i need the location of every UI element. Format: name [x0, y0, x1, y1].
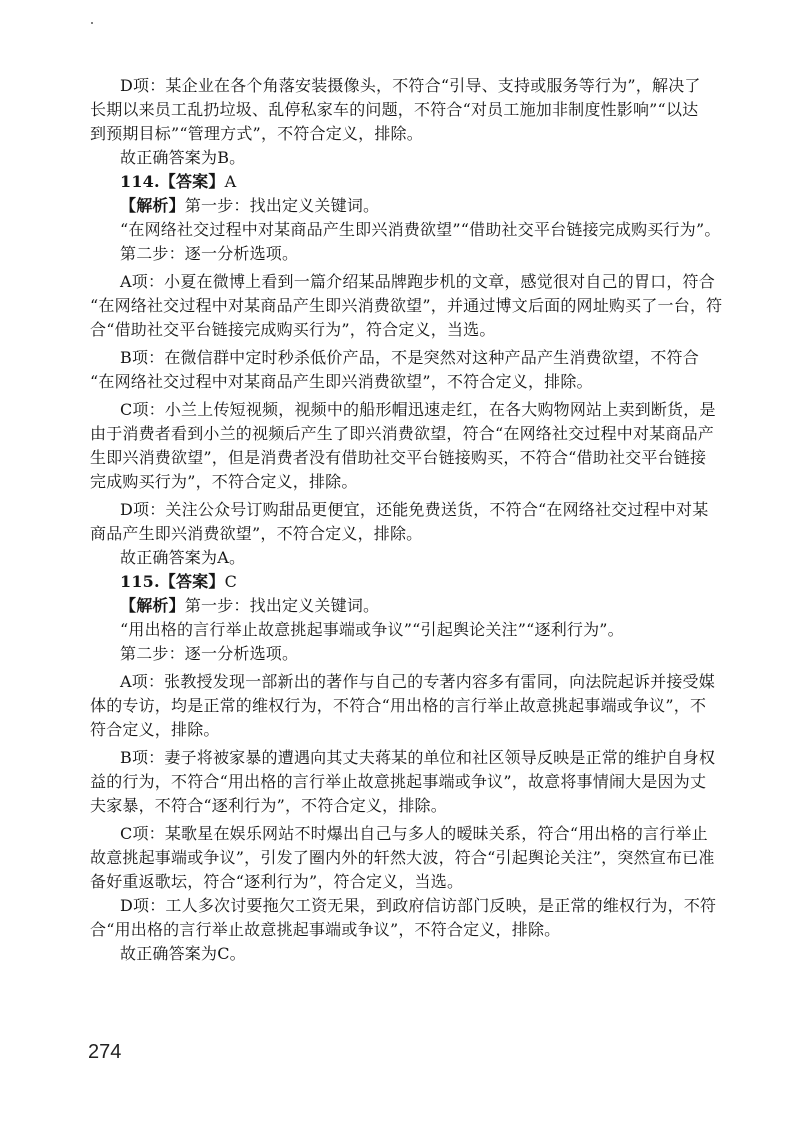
- line-text: 第二步：逐一分析选项。: [120, 644, 299, 663]
- text-line: [90, 74, 720, 98]
- line-text: 故正确答案为B。: [120, 148, 246, 167]
- line-text: B项：在微信群中定时秒杀低价产品，不是突然对这种产品产生消费欲望，不符合: [120, 348, 699, 367]
- text-line: [90, 98, 720, 122]
- text-line: [90, 146, 720, 170]
- text-line: [90, 370, 720, 394]
- text-line: [90, 470, 720, 494]
- line-text: B项：妻子将被家暴的遭遇向其丈夫蒋某的单位和社区领导反映是正常的维护自身权: [120, 748, 716, 767]
- text-line: [90, 694, 720, 718]
- answer-label: 【解析】: [120, 196, 185, 215]
- line-text: “用出格的言行举止故意挑起事端或争议”“引起舆论关注”“逐利行为”。: [120, 620, 624, 639]
- answer-label: 114.【答案】: [120, 172, 225, 191]
- text-line: [90, 270, 720, 294]
- text-line: [90, 822, 720, 846]
- text-line: [90, 618, 720, 642]
- text-line: [90, 942, 720, 966]
- answer-label: 【解析】: [120, 596, 185, 615]
- page-number: 274: [88, 1041, 122, 1063]
- text-line: [90, 218, 720, 242]
- line-text: 故正确答案为A。: [120, 548, 246, 567]
- line-text: D项：某企业在各个角落安装摄像头，不符合“引导、支持或服务等行为”，解决了: [120, 76, 701, 95]
- line-text: 长期以来员工乱扔垃圾、乱停私家车的问题，不符合“对员工施加非制度性影响”“以达: [90, 100, 699, 119]
- scan-speck: [91, 22, 93, 24]
- line-text: C项：某歌星在娱乐网站不时爆出自己与多人的暧昧关系，符合“用出格的言行举止: [120, 824, 708, 843]
- text-line: [90, 422, 720, 446]
- text-line: [90, 770, 720, 794]
- text-line: [90, 346, 720, 370]
- line-text: “在网络社交过程中对某商品产生即兴消费欲望”，并通过博文后面的网址购买了一台，符: [90, 296, 723, 315]
- text-line: [90, 870, 720, 894]
- text-line: [90, 498, 720, 522]
- text-line: [90, 918, 720, 942]
- line-text: 体的专访，均是正常的维权行为，不符合“用出格的言行举止故意挑起事端或争议”，不: [90, 696, 707, 715]
- text-line: [90, 318, 720, 342]
- line-text: 第一步：找出定义关键词。: [184, 596, 380, 615]
- text-line: [90, 170, 720, 194]
- line-text: A项：小夏在微博上看到一篇介绍某品牌跑步机的文章，感觉很对自己的胃口，符合: [120, 272, 715, 291]
- line-text: 符合定义，排除。: [90, 720, 220, 739]
- text-line: [90, 846, 720, 870]
- line-text: “在网络社交过程中对某商品产生即兴消费欲望”“借助社交平台链接完成购买行为”。: [120, 220, 721, 239]
- line-text: 第二步：逐一分析选项。: [120, 244, 299, 263]
- text-line: [90, 194, 720, 218]
- text-line: [90, 398, 720, 422]
- text-line: [90, 570, 720, 594]
- line-text: 第一步：找出定义关键词。: [184, 196, 380, 215]
- text-line: [90, 546, 720, 570]
- text-line: [90, 670, 720, 694]
- text-line: [90, 242, 720, 266]
- line-text: “在网络社交过程中对某商品产生即兴消费欲望”，不符合定义，排除。: [90, 372, 593, 391]
- line-text: 备好重返歌坛，符合“逐利行为”，符合定义，当选。: [90, 872, 464, 891]
- text-line: [90, 794, 720, 818]
- line-text: D项：关注公众号订购甜品更便宜，还能免费送货，不符合“在网络社交过程中对某: [120, 500, 709, 519]
- line-text: 合“借助社交平台链接完成购买行为”，符合定义，当选。: [90, 320, 496, 339]
- text-line: [90, 894, 720, 918]
- text-line: [90, 746, 720, 770]
- text-line: [90, 718, 720, 742]
- line-text: A项：张教授发现一部新出的著作与自己的专著内容多有雷同，向法院起诉并接受媒: [120, 672, 715, 691]
- text-line: [90, 446, 720, 470]
- line-text: C: [224, 572, 238, 591]
- line-text: D项：工人多次讨要拖欠工资无果，到政府信访部门反映，是正常的维权行为，不符: [120, 896, 717, 915]
- line-text: 生即兴消费欲望”，但是消费者没有借助社交平台链接购买，不符合“借助社交平台链接: [90, 448, 707, 467]
- line-text: A: [224, 172, 237, 191]
- answer-label: 115.【答案】: [120, 572, 225, 591]
- text-line: [90, 594, 720, 618]
- line-text: 商品产生即兴消费欲望”，不符合定义，排除。: [90, 524, 423, 543]
- text-line: [90, 294, 723, 318]
- line-text: C项：小兰上传短视频，视频中的船形帽迅速走红，在各大购物网站上卖到断货，是: [120, 400, 716, 419]
- page-body: [90, 74, 723, 966]
- line-text: 故意挑起事端或争议”，引发了圈内外的轩然大波，符合“引起舆论关注”，突然宣布已准: [90, 848, 715, 867]
- line-text: 益的行为，不符合“用出格的言行举止故意挑起事端或争议”，故意将事情闹大是因为丈: [90, 772, 707, 791]
- line-text: 合“用出格的言行举止故意挑起事端或争议”，不符合定义，排除。: [90, 920, 561, 939]
- line-text: 夫家暴，不符合“逐利行为”，不符合定义，排除。: [90, 796, 447, 815]
- text-line: [90, 642, 720, 666]
- text-line: [90, 122, 720, 146]
- line-text: 由于消费者看到小兰的视频后产生了即兴消费欲望，符合“在网络社交过程中对某商品产: [90, 424, 714, 443]
- line-text: 故正确答案为C。: [120, 944, 246, 963]
- line-text: 到预期目标”“管理方式”，不符合定义，排除。: [90, 124, 423, 143]
- text-line: [90, 522, 720, 546]
- line-text: 完成购买行为”，不符合定义，排除。: [90, 472, 358, 491]
